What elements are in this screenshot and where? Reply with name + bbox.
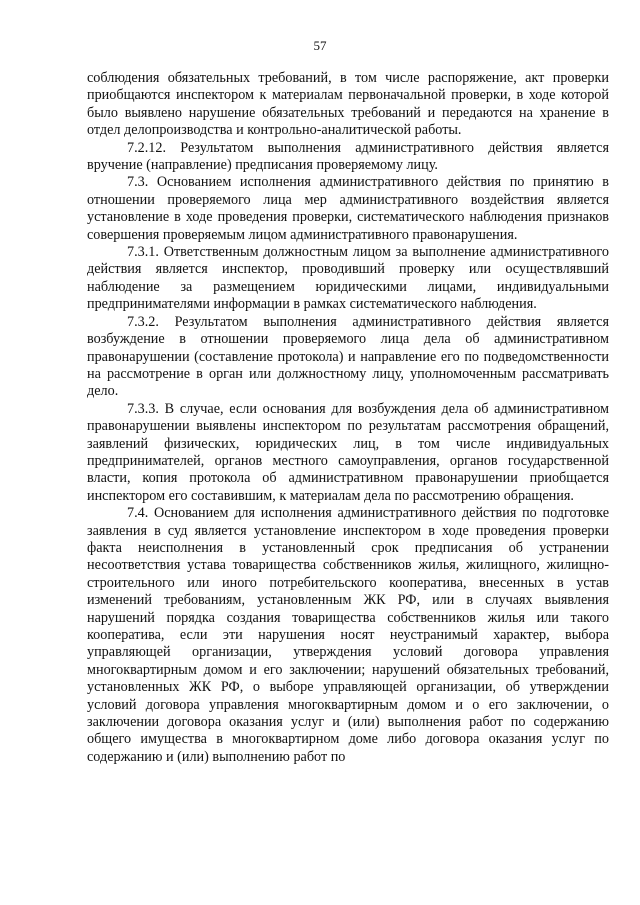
paragraph-7-3-3: 7.3.3. В случае, если основания для возбуждения дела об административном правонарушении выявлены инспектором по результатам рассмотрения обращений, заявлений физических, юридических лиц, в том числе индивидуальных предпринимателей, органов местного самоуправления, органов государственной власти, копия протокола об административном правонарушении приобщается инспектором его составившим, к материалам дела по рассмотрению обращения. [87, 400, 609, 504]
paragraph-7-4: 7.4. Основанием для исполнения административного действия по подготовке заявления в суд является установление инспектором в ходе проведения проверки факта неисполнения в установленный срок предписания об устранении несоответствия устава товарищества собственников жилья, жилищного, жилищно-строительного или иного потребительского кооператива, внесенных в устав изменений требованиям, установленным ЖК РФ, или в случаях выявления нарушений порядка создания товарищества собственников жилья или такого кооператива, если эти нарушения носят неустранимый характер, выбора управляющей организации, утверждения условий договора управления многоквартирным домом и его заключении; нарушений обязательных требований, установленных ЖК РФ, о выборе управляющей организации, об утверждении условий договора управления многоквартирным домом и о его заключении, о заключении договора оказания услуг и (или) выполнения работ по содержанию общего имущества в многоквартирном доме либо договора оказания услуг по содержанию и (или) выполнению работ по [87, 505, 609, 765]
paragraph-7-3-1: 7.3.1. Ответственным должностным лицом за выполнение административного действия является инспектор, проводивший проверку или осуществлявший наблюдение за размещением юридическими лицами, индивидуальными предпринимателями информации в рамках систематического наблюдения. [87, 244, 609, 313]
paragraph-7-2-12: 7.2.12. Результатом выполнения административного действия является вручение (направление) предписания проверяемому лицу. [87, 139, 609, 174]
body-text [87, 70, 609, 766]
paragraph-continuation: соблюдения обязательных требований, в том числе распоряжение, акт проверки приобщаются инспектором к материалам первоначальной проверки, в ходе которой было выявлено нарушение обязательных требований и передаются на хранение в отдел делопроизводства и контрольно-аналитической работы. [87, 70, 609, 139]
page-number: 57 [313, 38, 327, 53]
paragraph-7-3: 7.3. Основанием исполнения административного действия по принятию в отношении проверяемого лица мер административного воздействия является установление в ходе проведения проверки, систематического наблюдения признаков совершения проверяемым лицом административного правонарушения. [87, 174, 609, 243]
paragraph-7-3-2: 7.3.2. Результатом выполнения административного действия является возбуждение в отношении проверяемого лица дела об административном правонарушении (составление протокола) и направление его по подведомственности на рассмотрение в орган или должностному лицу, уполномоченным рассматривать дело. [87, 313, 609, 400]
